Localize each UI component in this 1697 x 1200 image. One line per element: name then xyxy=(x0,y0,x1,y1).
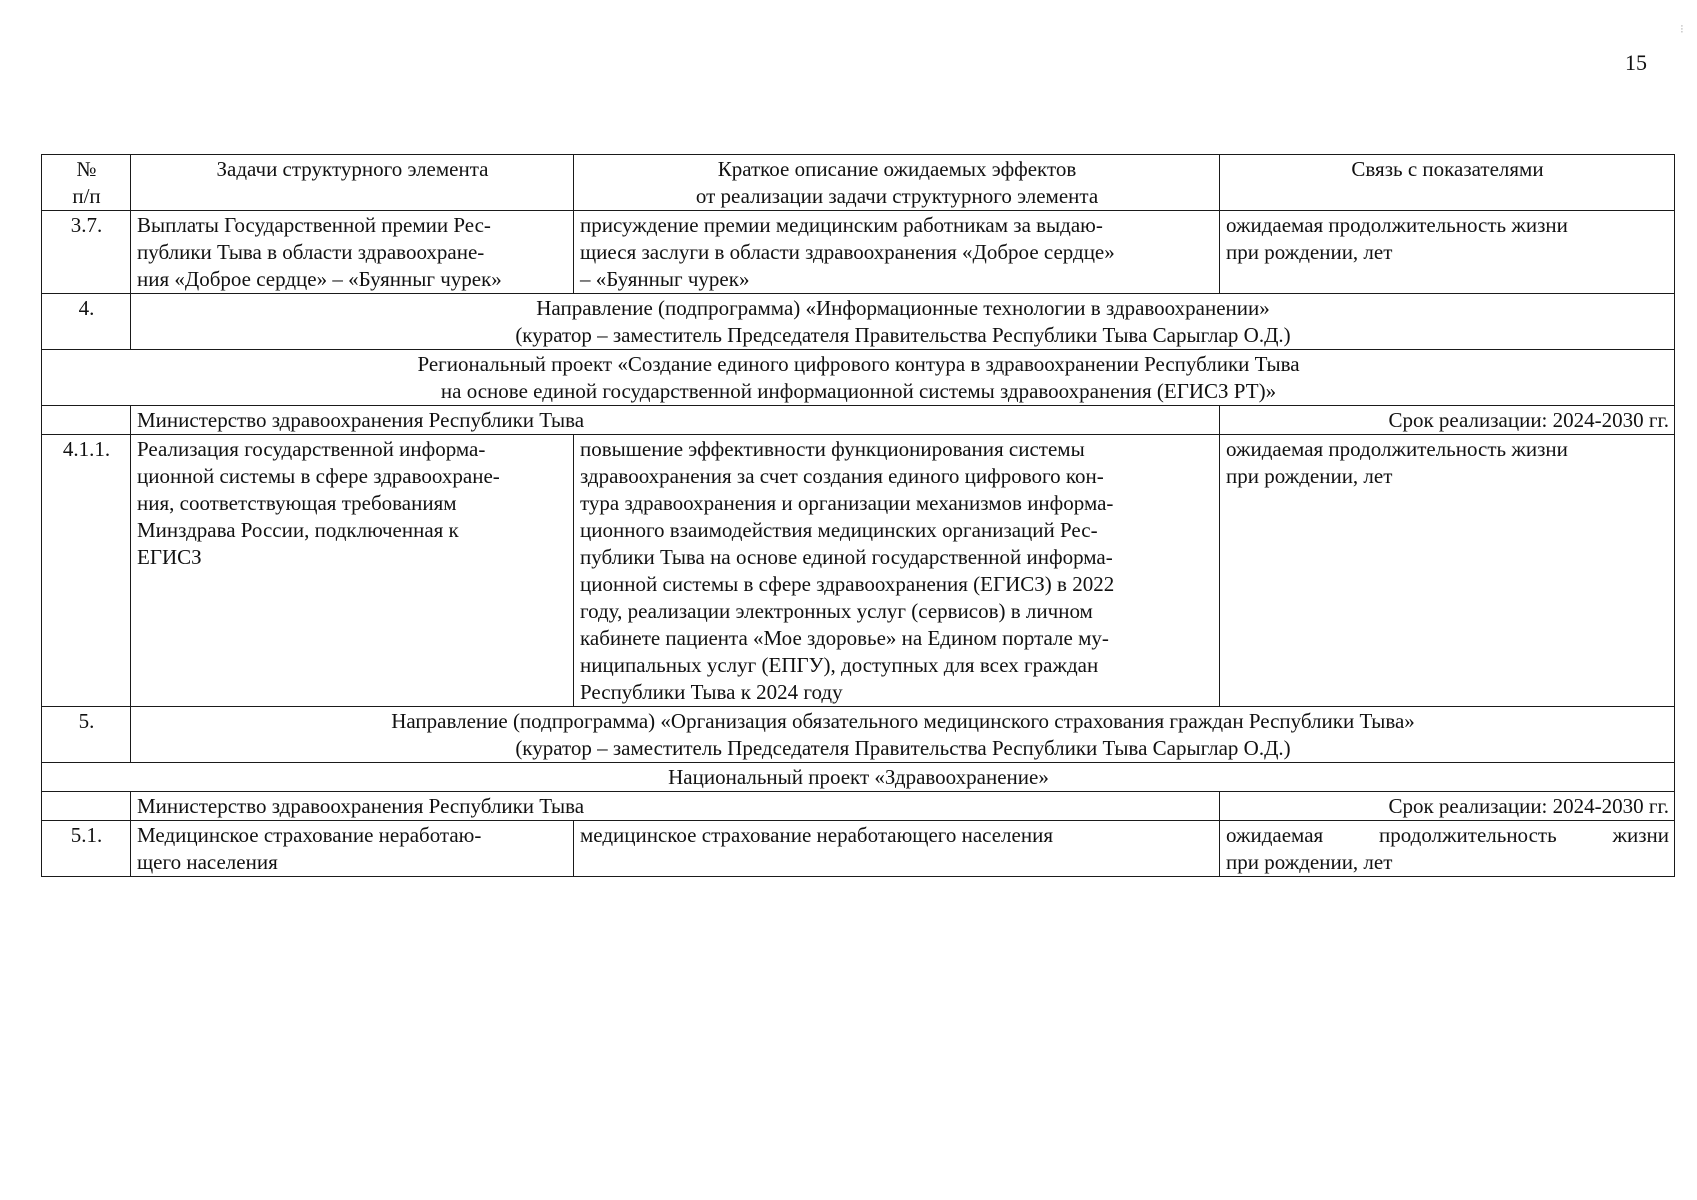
indicator-line: при рождении, лет xyxy=(1226,464,1393,488)
ministry-row-4 xyxy=(42,406,1675,435)
task-cell xyxy=(131,435,574,707)
indicator-cell xyxy=(1220,821,1675,877)
task-line: публики Тыва в области здравоохране- xyxy=(137,240,485,264)
indicator-line: при рождении, лет xyxy=(1226,850,1393,874)
section-row-4 xyxy=(42,294,1675,350)
effect-line: кабинете пациента «Мое здоровье» на Едином портале му- xyxy=(580,626,1109,650)
table-row-4-1-1 xyxy=(42,435,1675,707)
indicator-cell xyxy=(1220,435,1675,707)
row-number: 3.7. xyxy=(42,211,131,294)
indicator-line: ожидаемая продолжительность жизни xyxy=(1226,437,1568,461)
effect-cell xyxy=(574,435,1220,707)
section-title-cell xyxy=(131,707,1675,763)
header-num-line: № xyxy=(76,157,97,181)
task-line: щего населения xyxy=(137,850,278,874)
section-title-line: Направление (подпрограмма) «Информационные технологии в здравоохранении» xyxy=(536,296,1270,320)
row-number: 4.1.1. xyxy=(42,435,131,707)
task-cell xyxy=(131,211,574,294)
effect-line: Республики Тыва к 2024 году xyxy=(580,680,843,704)
table-header-row xyxy=(42,155,1675,211)
row-number: 5.1. xyxy=(42,821,131,877)
task-cell xyxy=(131,821,574,877)
effect-cell xyxy=(574,211,1220,294)
table-row-5-1 xyxy=(42,821,1675,877)
indicator-line: ожидаемая продолжительность жизни xyxy=(1226,823,1669,847)
header-effects-line: от реализации задачи структурного элемента xyxy=(695,184,1099,208)
task-line: ционной системы в сфере здравоохране- xyxy=(137,464,500,488)
effect-line: здравоохранения за счет создания единого цифрового кон- xyxy=(580,464,1104,488)
task-line: Выплаты Государственной премии Рес- xyxy=(137,213,491,237)
national-project-row xyxy=(42,763,1675,792)
regional-project-row xyxy=(42,350,1675,406)
section-title-line: Направление (подпрограмма) «Организация обязательного медицинского страхования граждан Республики Тыва» xyxy=(391,709,1415,733)
page-number: 15 xyxy=(1625,50,1647,75)
section-curator-line: (куратор – заместитель Председателя Правительства Республики Тыва Сарыглар О.Д.) xyxy=(515,736,1291,760)
effect-line: публики Тыва на основе единой государственной информа- xyxy=(580,545,1113,569)
row-number: 4. xyxy=(42,294,131,350)
indicator-line: при рождении, лет xyxy=(1226,240,1393,264)
task-line: ЕГИСЗ xyxy=(137,545,202,569)
ministry-cell: Министерство здравоохранения Республики Тыва xyxy=(131,792,1220,821)
national-project-cell: Национальный проект «Здравоохранение» xyxy=(42,763,1675,792)
task-line: Реализация государственной информа- xyxy=(137,437,486,461)
scan-mark: ⁝ xyxy=(1680,22,1684,36)
effect-line: ниципальных услуг (ЕПГУ), доступных для всех граждан xyxy=(580,653,1099,677)
effect-line: году, реализации электронных услуг (сервисов) в личном xyxy=(580,599,1093,623)
effect-line: – «Буянныг чурек» xyxy=(580,267,750,291)
term-cell: Срок реализации: 2024-2030 гг. xyxy=(1220,406,1675,435)
indicator-cell xyxy=(1220,211,1675,294)
task-line: ния «Доброе сердце» – «Буянныг чурек» xyxy=(137,267,502,291)
structural-elements-table xyxy=(41,154,1675,877)
project-title-line: на основе единой государственной информационной системы здравоохранения (ЕГИСЗ РТ)» xyxy=(440,379,1277,403)
header-tasks-cell: Задачи структурного элемента xyxy=(131,155,574,211)
effect-line: ционной системы в сфере здравоохранения (ЕГИСЗ) в 2022 xyxy=(580,572,1115,596)
header-num-cell xyxy=(42,155,131,211)
header-effects-line: Краткое описание ожидаемых эффектов xyxy=(717,157,1077,181)
empty-cell xyxy=(42,792,131,821)
table-row-3-7 xyxy=(42,211,1675,294)
indicator-line: ожидаемая продолжительность жизни xyxy=(1226,213,1568,237)
section-curator-line: (куратор – заместитель Председателя Правительства Республики Тыва Сарыглар О.Д.) xyxy=(515,323,1291,347)
effect-line: присуждение премии медицинским работникам за выдаю- xyxy=(580,213,1103,237)
header-num-line: п/п xyxy=(72,184,101,208)
ministry-row-5 xyxy=(42,792,1675,821)
project-title-line: Региональный проект «Создание единого цифрового контура в здравоохранении Республики Тыва xyxy=(417,352,1300,376)
regional-project-cell xyxy=(42,350,1675,406)
effect-line: ционного взаимодействия медицинских организаций Рес- xyxy=(580,518,1098,542)
effect-line: тура здравоохранения и организации механизмов информа- xyxy=(580,491,1114,515)
term-cell: Срок реализации: 2024-2030 гг. xyxy=(1220,792,1675,821)
section-row-5 xyxy=(42,707,1675,763)
row-number: 5. xyxy=(42,707,131,763)
effect-line: повышение эффективности функционирования системы xyxy=(580,437,1085,461)
effect-line: щиеся заслуги в области здравоохранения «Доброе сердце» xyxy=(580,240,1115,264)
section-title-cell xyxy=(131,294,1675,350)
ministry-cell: Министерство здравоохранения Республики Тыва xyxy=(131,406,1220,435)
header-effects-cell xyxy=(574,155,1220,211)
task-line: Минздрава России, подключенная к xyxy=(137,518,459,542)
empty-cell xyxy=(42,406,131,435)
task-line: ния, соответствующая требованиям xyxy=(137,491,457,515)
effect-line: медицинское страхование неработающего населения xyxy=(580,823,1053,847)
task-line: Медицинское страхование неработаю- xyxy=(137,823,482,847)
header-link-cell: Связь с показателями xyxy=(1220,155,1675,211)
effect-cell xyxy=(574,821,1220,877)
